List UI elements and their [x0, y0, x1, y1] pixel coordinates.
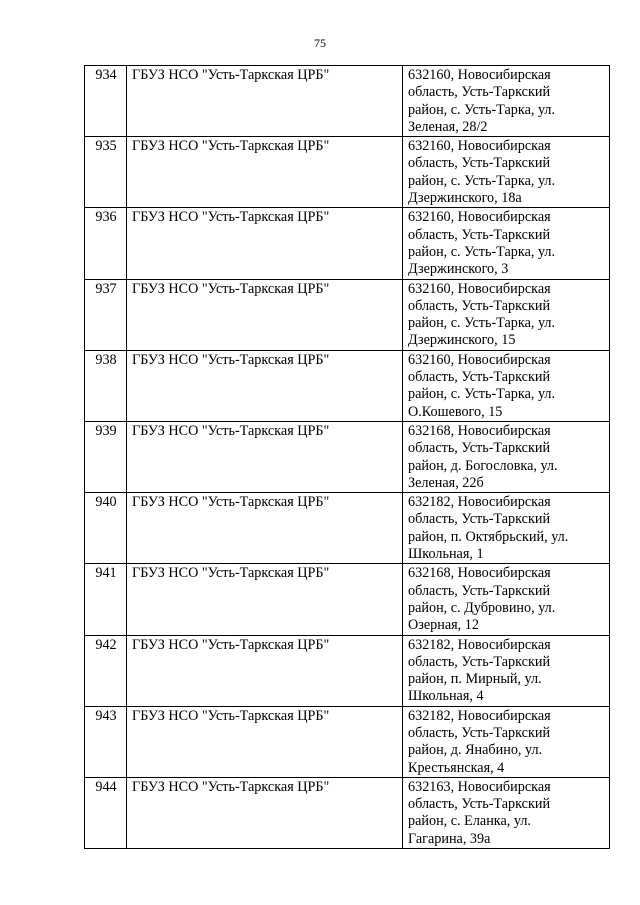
organization-name: ГБУЗ НСО "Усть-Таркская ЦРБ" [127, 706, 403, 777]
row-number: 937 [85, 279, 127, 350]
table-row [85, 137, 610, 208]
organization-name: ГБУЗ НСО "Усть-Таркская ЦРБ" [127, 137, 403, 208]
address: 632182, Новосибирская область, Усть-Таркский район, д. Янабино, ул. Крестьянская, 4 [403, 706, 610, 777]
organization-name: ГБУЗ НСО "Усть-Таркская ЦРБ" [127, 279, 403, 350]
address: 632182, Новосибирская область, Усть-Таркский район, п. Мирный, ул. Школьная, 4 [403, 635, 610, 706]
address: 632168, Новосибирская область, Усть-Таркский район, д. Богословка, ул. Зеленая, 22б [403, 421, 610, 492]
address: 632182, Новосибирская область, Усть-Таркский район, п. Октябрьский, ул. Школьная, 1 [403, 493, 610, 564]
row-number: 940 [85, 493, 127, 564]
address: 632160, Новосибирская область, Усть-Таркский район, с. Усть-Тарка, ул. О.Кошевого, 15 [403, 350, 610, 421]
organization-name: ГБУЗ НСО "Усть-Таркская ЦРБ" [127, 635, 403, 706]
organization-name: ГБУЗ НСО "Усть-Таркская ЦРБ" [127, 421, 403, 492]
organization-name: ГБУЗ НСО "Усть-Таркская ЦРБ" [127, 66, 403, 137]
row-number: 939 [85, 421, 127, 492]
registry-table [84, 65, 610, 849]
page-number: 75 [314, 36, 326, 50]
table-row [85, 421, 610, 492]
address: 632160, Новосибирская область, Усть-Таркский район, с. Усть-Тарка, ул. Дзержинского, 15 [403, 279, 610, 350]
row-number: 941 [85, 564, 127, 635]
row-number: 935 [85, 137, 127, 208]
row-number: 936 [85, 208, 127, 279]
row-number: 944 [85, 777, 127, 848]
table-row [85, 66, 610, 137]
table-row [85, 279, 610, 350]
organization-name: ГБУЗ НСО "Усть-Таркская ЦРБ" [127, 493, 403, 564]
address: 632160, Новосибирская область, Усть-Таркский район, с. Усть-Тарка, ул. Дзержинского, 3 [403, 208, 610, 279]
address: 632160, Новосибирская область, Усть-Таркский район, с. Усть-Тарка, ул. Дзержинского, 18а [403, 137, 610, 208]
address: 632163, Новосибирская область, Усть-Таркский район, с. Еланка, ул. Гагарина, 39а [403, 777, 610, 848]
table-row [85, 706, 610, 777]
row-number: 938 [85, 350, 127, 421]
organization-name: ГБУЗ НСО "Усть-Таркская ЦРБ" [127, 564, 403, 635]
row-number: 942 [85, 635, 127, 706]
table-row [85, 350, 610, 421]
table-row [85, 208, 610, 279]
table-row [85, 777, 610, 848]
organization-name: ГБУЗ НСО "Усть-Таркская ЦРБ" [127, 350, 403, 421]
row-number: 943 [85, 706, 127, 777]
address: 632160, Новосибирская область, Усть-Таркский район, с. Усть-Тарка, ул. Зеленая, 28/2 [403, 66, 610, 137]
row-number: 934 [85, 66, 127, 137]
table-row [85, 635, 610, 706]
organization-name: ГБУЗ НСО "Усть-Таркская ЦРБ" [127, 777, 403, 848]
table-row [85, 564, 610, 635]
organization-name: ГБУЗ НСО "Усть-Таркская ЦРБ" [127, 208, 403, 279]
address: 632168, Новосибирская область, Усть-Таркский район, с. Дубровино, ул. Озерная, 12 [403, 564, 610, 635]
table-row [85, 493, 610, 564]
